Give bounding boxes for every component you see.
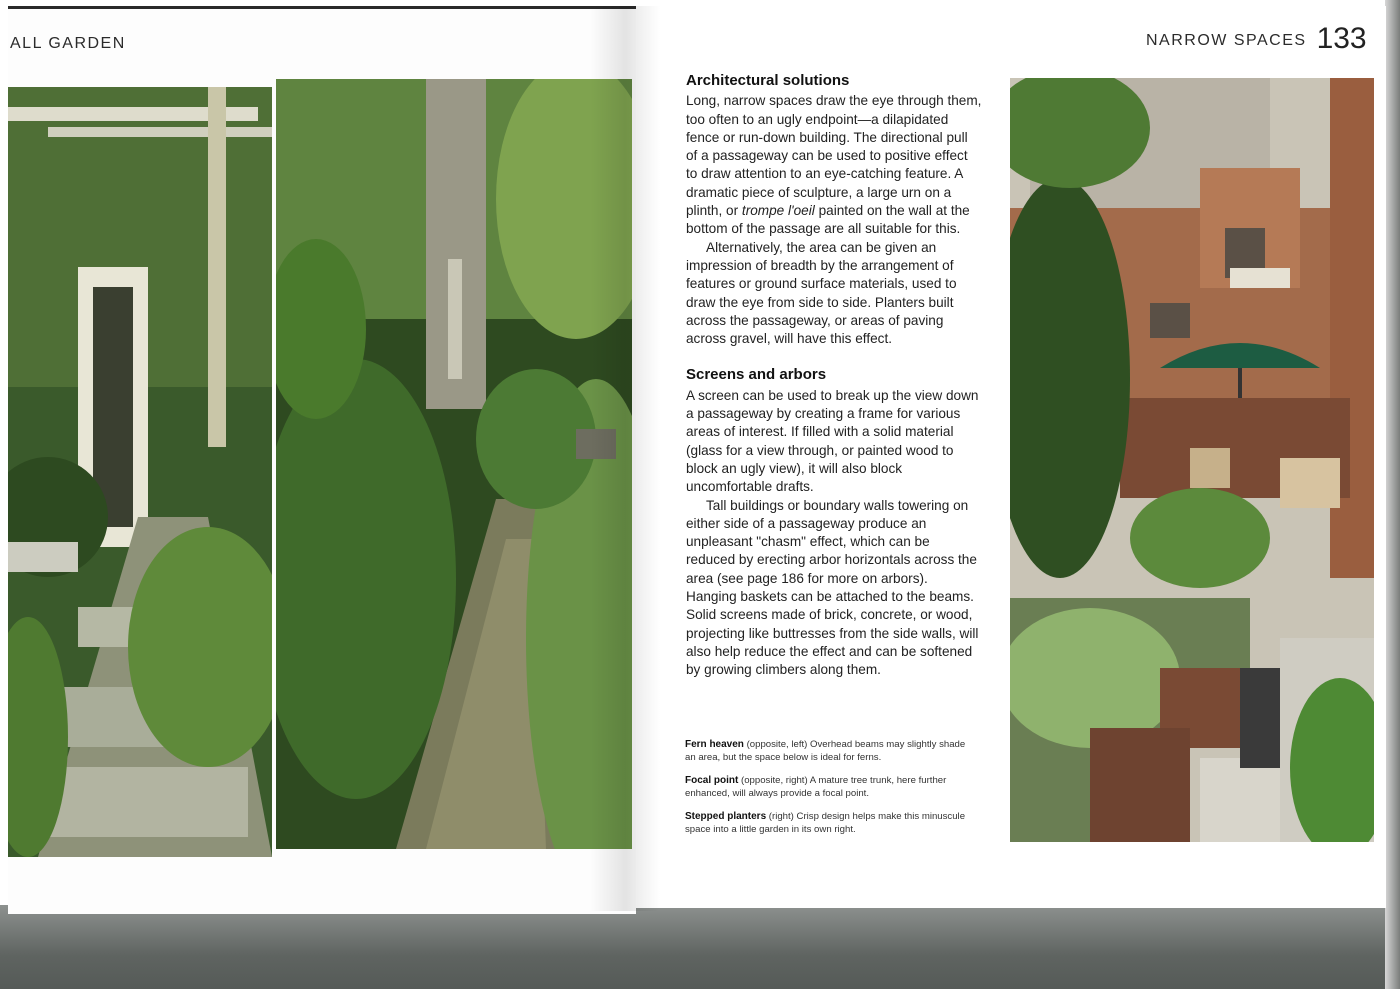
tree-path-photo [276,79,632,849]
caption [685,774,975,800]
article-body [686,72,982,698]
photo-captions [685,738,975,846]
caption-text: (right) Crisp design helps make this minuscule space into a little garden in its own right. [685,811,966,835]
text-run: A screen can be used to break up the view down a passageway by creating a frame for various areas of interest. If filled with a solid material (glass for a view through, or painted wood to block an ugly view), it will also block uncomfortable drafts. [686,387,979,495]
running-head-title: NARROW SPACES [1146,32,1307,49]
caption-title: Fern heaven [685,739,744,750]
book-gutter-shadow [590,6,660,911]
rooftop-planters-photo [1010,78,1374,842]
section-heading: Screens and arbors [686,366,827,384]
text-run: Alternatively, the area can be given an impression of breadth by the arrangement of features or ground surface materials, used to draw the eye from side to side. Planters built across the passageway, or areas of paving across gravel, will have this effect. [686,239,957,347]
scan-background-right [1385,0,1400,989]
caption [685,738,975,764]
text-run: painted on the wall at the bottom of the passage are all suitable for this. [686,203,970,237]
scan-background-bottom [0,905,1400,989]
section-heading: Architectural solutions [686,72,850,89]
page-number: 133 [1316,22,1367,55]
paragraph [686,239,982,349]
caption-text: (opposite, right) A mature tree trunk, here further enhanced, will always provide a focal point. [685,775,947,799]
caption-title: Stepped planters [685,811,767,822]
article-section [686,366,982,679]
text-run: Long, narrow spaces draw the eye through them, too often to an ugly endpoint—a dilapidated fence or run-down building. The directional pull of a passageway can be used to positive effect to draw attention to an eye-catching feature. A dramatic piece of sculpture, a large urn on a plinth, or [686,93,982,219]
text-run: Tall buildings or boundary walls towering on either side of a passageway produce an unpleasant "chasm" effect, which can be reduced by erecting arbor horizontals across the area (see page 186 for more on arbors). Hanging baskets can be attached to the beams. Solid screens made of brick, concrete, or wood, projecting like buttresses from the side walls, will also help reduce the effect and can be softened by growing climbers along them. [686,497,979,678]
paragraph [686,92,982,238]
left-running-head: ALL GARDEN [10,35,126,52]
right-running-head [1146,22,1367,56]
caption-title: Focal point [685,775,739,786]
caption [685,810,975,836]
article-section [686,72,982,348]
paragraph [686,497,982,680]
fern-garden-photo [8,87,272,857]
caption-text: (opposite, left) Overhead beams may slightly shade an area, but the space below is ideal for ferns. [685,739,966,763]
text-run-italic: trompe l'oeil [741,203,815,219]
paragraph [686,387,982,497]
